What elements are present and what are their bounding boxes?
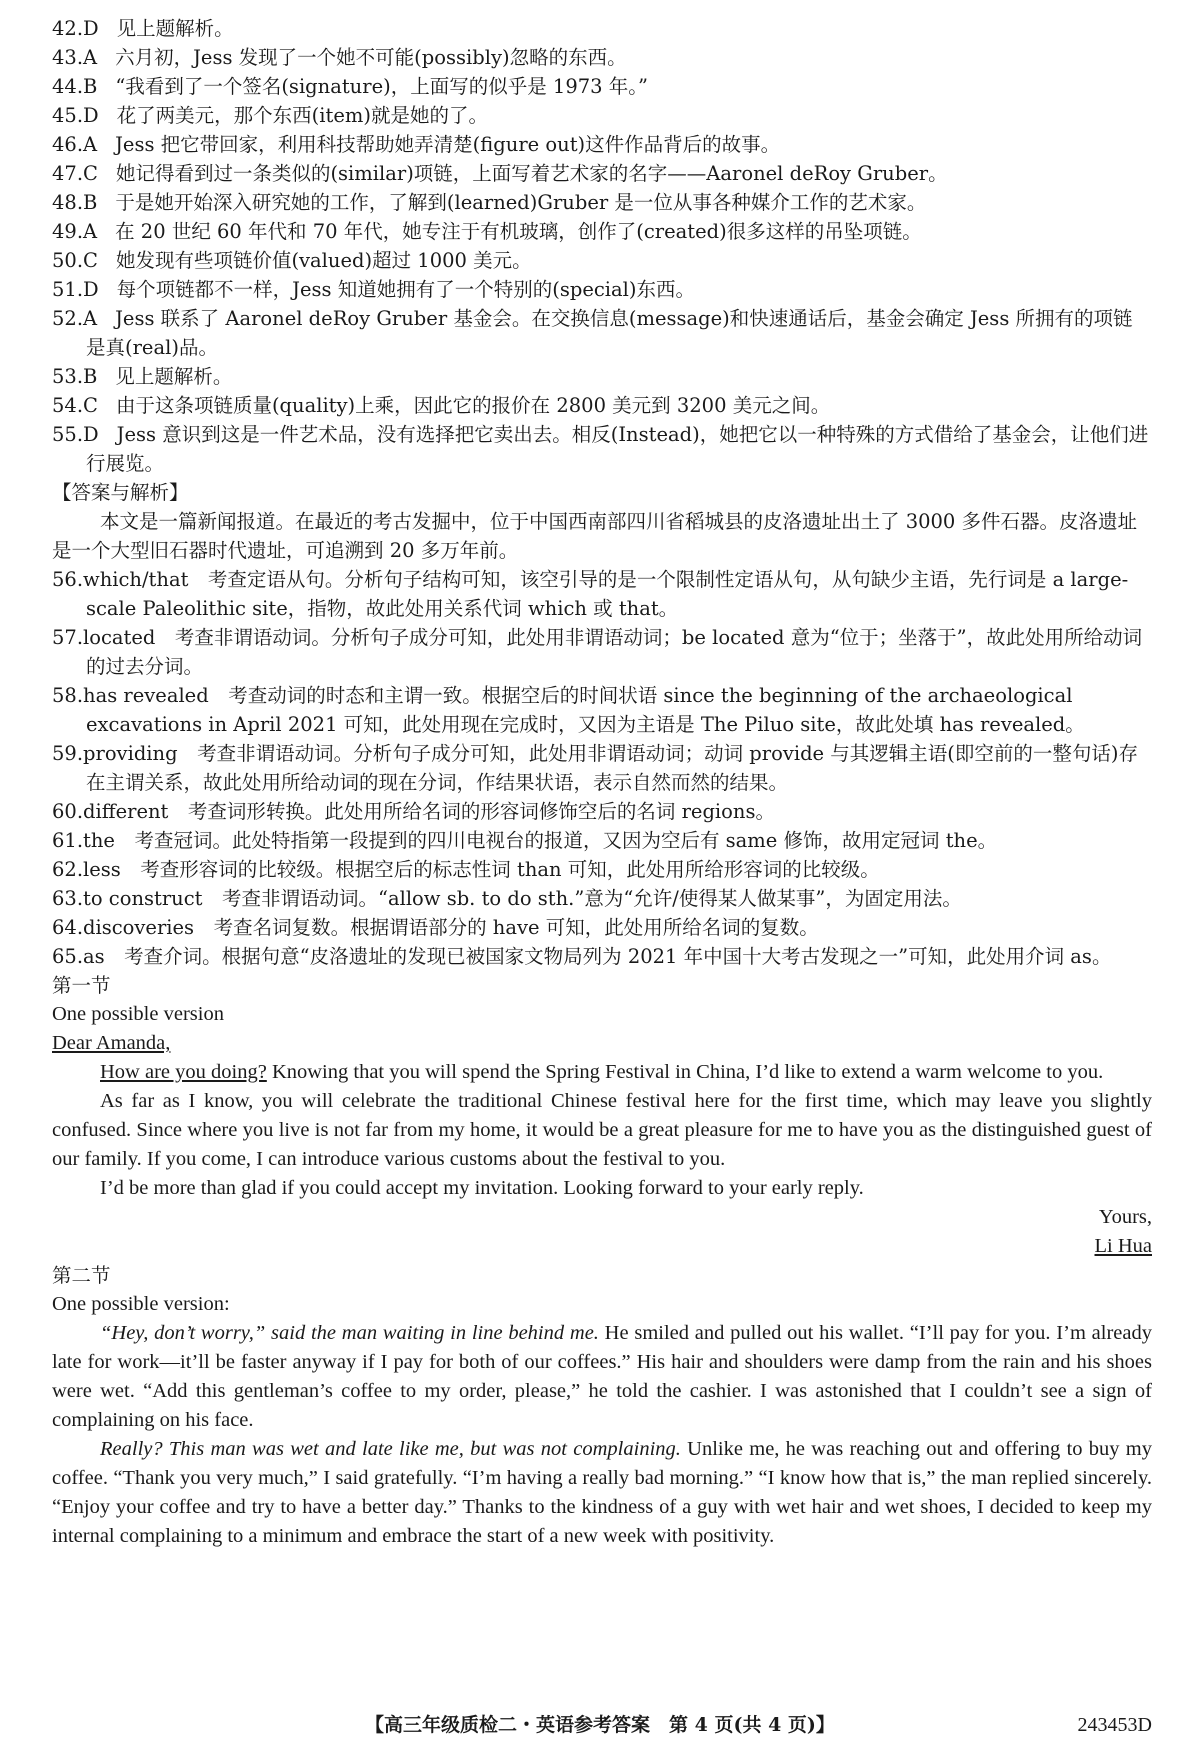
answer-explanation: the 考查冠词。此处特指第一段提到的四川电视台的报道，又因为空后有 same 修饰，故用定冠词 the。 — [83, 829, 998, 852]
answer-key: C — [83, 394, 98, 417]
answer-number: 57. — [52, 626, 84, 649]
answer-number: 42. — [52, 17, 84, 40]
answer-explanation: 在 20 世纪 60 年代和 70 年代，她专注于有机玻璃，创作了(created)很多这样的吊坠项链。 — [115, 220, 922, 243]
answer-explanation: 六月初，Jess 发现了一个她不可能(possibly)忽略的东西。 — [115, 46, 627, 69]
answer-key: A — [83, 307, 98, 330]
answer-item — [52, 275, 1152, 304]
answer-number: 48. — [52, 191, 84, 214]
answer-key: D — [83, 17, 99, 40]
answer-explanation: as 考查介词。根据句意“皮洛遗址的发现已被国家文物局列为 2021 年中国十大考古发现之一”可知，此处用介词 as。 — [83, 945, 1112, 968]
passage-intro: 本文是一篇新闻报道。在最近的考古发掘中，位于中国西南部四川省稻城县的皮洛遗址出土了 3000 多件石器。皮洛遗址是一个大型旧石器时代遗址，可追溯到 20 多万年前。 — [52, 510, 1138, 562]
answer-number: 52. — [52, 307, 84, 330]
answer-item — [52, 188, 1152, 217]
answer-number: 50. — [52, 249, 84, 272]
answer-key: D — [83, 278, 99, 301]
answer-key: B — [83, 191, 98, 214]
answer-number: 63. — [52, 887, 84, 910]
answer-item — [52, 130, 1152, 159]
answer-key: B — [83, 365, 98, 388]
answer-number: 51. — [52, 278, 84, 301]
story-p1-rest: He smiled and pulled out his wallet. “I’ll pay for you. I’m already late for work—it’ll be faster anyway if I pay for both of our coffees.” His hair and shoulders were damp from the rain and his shoes were wet. “Add this gentleman’s coffee to my order, please,” he told the cashier. I was astonished that I couldn’t see a sign of complaining on his face. — [52, 1322, 1152, 1431]
grammar-answer-item — [52, 739, 1152, 797]
grammar-answer-item — [52, 826, 1152, 855]
answer-explanation: discoveries 考查名词复数。根据谓语部分的 have 可知，此处用所给名词的复数。 — [83, 916, 819, 939]
letter-p1-rest: Knowing that you will spend the Spring Festival in China, I’d like to extend a warm welcome to you. — [266, 1061, 1104, 1083]
grammar-answer-item — [52, 855, 1152, 884]
answer-explanation: different 考查词形转换。此处用所给名词的形容词修饰空后的名词 regions。 — [83, 800, 775, 823]
answer-key: A — [83, 220, 98, 243]
answer-item — [52, 391, 1152, 420]
letter-paragraph-3: I’d be more than glad if you could accept my invitation. Looking forward to your early reply. — [100, 1177, 864, 1199]
answer-number: 65. — [52, 945, 84, 968]
story-p2-rest: Unlike me, he was reaching out and offering to buy my coffee. “Thank you very much,” I said gratefully. “I’m having a really bad morning.” “I know how that is,” the man replied sincerely. “Enjoy your coffee and try to have a better day.” Thanks to the kindness of a guy with wet hair and wet shoes, I decided to keep my internal complaining to a minimum and embrace the start of a new week with positivity. — [52, 1438, 1153, 1547]
answer-number: 46. — [52, 133, 84, 156]
grammar-answer-item — [52, 884, 1152, 913]
answer-explanation: less 考查形容词的比较级。根据空后的标志性词 than 可知，此处用所给形容词的比较级。 — [83, 858, 880, 881]
answer-explanation: “我看到了一个签名(signature)，上面写的似乎是 1973 年。” — [115, 75, 648, 98]
grammar-answer-item — [52, 565, 1152, 623]
section-heading: 【答案与解析】 — [52, 481, 189, 504]
answer-item — [52, 304, 1152, 362]
answer-explanation: Jess 意识到这是一件艺术品，没有选择把它卖出去。相反(Instead)，她把它以一种特殊的方式借给了基金会，让他们进行展览。 — [86, 423, 1149, 475]
answer-number: 49. — [52, 220, 84, 243]
answer-item — [52, 246, 1152, 275]
answer-item — [52, 14, 1152, 43]
answer-number: 64. — [52, 916, 84, 939]
answer-explanation: 花了两美元，那个东西(item)就是她的了。 — [116, 104, 488, 127]
answer-key: D — [83, 423, 99, 446]
answer-explanation: Jess 联系了 Aaronel deRoy Gruber 基金会。在交换信息(message)和快速通话后，基金会确定 Jess 所拥有的项链是真(real)品。 — [86, 307, 1133, 359]
answer-explanation: to construct 考查非谓语动词。“allow sb. to do sth.”意为“允许/使得某人做某事”，为固定用法。 — [83, 887, 962, 910]
answer-explanation: which/that 考查定语从句。分析句子结构可知，该空引导的是一个限制性定语从句，从句缺少主语，先行词是 a large-scale Paleolithic site，指物，故此处用关系代词 which 或 that。 — [83, 568, 1129, 620]
answer-explanation: located 考查非谓语动词。分析句子成分可知，此处用非谓语动词；be located 意为“位于；坐落于”，故此处用所给动词的过去分词。 — [83, 626, 1143, 678]
answer-explanation: 见上题解析。 — [116, 17, 234, 40]
answer-explanation: has revealed 考查动词的时态和主谓一致。根据空后的时间状语 since the beginning of the archaeological excavations in April 2021 可知，此处用现在完成时，又因为主语是 The Piluo site，故此处填 has revealed。 — [83, 684, 1085, 736]
letter-paragraph-2: As far as I know, you will celebrate the traditional Chinese festival here for the first time, which may leave you slightly confused. Since where you live is not far from my home, it would be a great pleasure for me to have you as the distinguished guest of our family. If you come, I can introduce various customs about the festival to you. — [52, 1090, 1152, 1170]
answer-page — [52, 14, 1152, 1551]
answer-key: C — [83, 162, 98, 185]
answer-number: 61. — [52, 829, 84, 852]
answer-number: 60. — [52, 800, 84, 823]
story-paragraph-2 — [52, 1435, 1152, 1551]
part1-version-label: One possible version — [52, 1003, 224, 1025]
part2-heading: 第二节 — [52, 1264, 111, 1287]
answer-explanation: 于是她开始深入研究她的工作，了解到(learned)Gruber 是一位从事各种媒介工作的艺术家。 — [115, 191, 927, 214]
story-paragraph-1 — [52, 1319, 1152, 1435]
answer-explanation: providing 考查非谓语动词。分析句子成分可知，此处用非谓语动词；动词 provide 与其逻辑主语(即空前的一整句话)存在主谓关系，故此处用所给动词的现在分词，作结果状语，表示自然而然的结果。 — [83, 742, 1139, 794]
footer-title: 【高三年级质检二・英语参考答案 第 4 页(共 4 页)】 — [365, 1714, 835, 1736]
part1-heading: 第一节 — [52, 974, 111, 997]
answer-item — [52, 72, 1152, 101]
answers-cloze-list — [52, 14, 1152, 478]
answer-item — [52, 159, 1152, 188]
answer-number: 55. — [52, 423, 84, 446]
answer-explanation: Jess 把它带回家，利用科技帮助她弄清楚(figure out)这件作品背后的故事。 — [115, 133, 781, 156]
letter-greeting — [52, 1029, 1152, 1058]
answer-explanation: 每个项链都不一样，Jess 知道她拥有了一个特别的(special)东西。 — [116, 278, 695, 301]
answer-item — [52, 43, 1152, 72]
answer-number: 53. — [52, 365, 84, 388]
answer-item — [52, 420, 1152, 478]
answer-key: A — [83, 46, 98, 69]
answer-explanation: 见上题解析。 — [115, 365, 233, 388]
letter-opening: How are you doing? — [100, 1061, 267, 1083]
answers-grammar-list — [52, 565, 1152, 971]
answer-explanation: 她发现有些项链价值(valued)超过 1000 美元。 — [115, 249, 532, 272]
letter-signature-line — [52, 1232, 1152, 1261]
answer-number: 44. — [52, 75, 84, 98]
grammar-answer-item — [52, 913, 1152, 942]
answer-number: 45. — [52, 104, 84, 127]
answer-number: 43. — [52, 46, 84, 69]
answer-number: 56. — [52, 568, 84, 591]
letter-paragraph-1 — [52, 1058, 1152, 1087]
answer-explanation: 她记得看到过一条类似的(similar)项链，上面写着艺术家的名字——Aaronel deRoy Gruber。 — [115, 162, 948, 185]
answer-number: 58. — [52, 684, 84, 707]
answer-item — [52, 217, 1152, 246]
part2-version-label: One possible version: — [52, 1293, 230, 1315]
grammar-answer-item — [52, 797, 1152, 826]
answer-number: 59. — [52, 742, 84, 765]
answer-key: D — [83, 104, 99, 127]
footer-code: 243453D — [1077, 1714, 1152, 1736]
answer-number: 54. — [52, 394, 84, 417]
answer-number: 47. — [52, 162, 84, 185]
answer-item — [52, 101, 1152, 130]
letter-closing: Yours, — [1098, 1206, 1152, 1228]
letter-signature: Li Hua — [1094, 1235, 1152, 1257]
grammar-answer-item — [52, 623, 1152, 681]
answer-number: 62. — [52, 858, 84, 881]
story-p2-italic: Really? This man was wet and late like me, but was not complaining. — [100, 1438, 681, 1460]
answer-item — [52, 362, 1152, 391]
greeting-text: Dear Amanda, — [52, 1032, 171, 1054]
grammar-answer-item — [52, 681, 1152, 739]
story-p1-italic: “Hey, don’t worry,” said the man waiting in line behind me. — [100, 1322, 599, 1344]
answer-key: C — [83, 249, 98, 272]
answer-key: B — [83, 75, 98, 98]
answer-key: A — [83, 133, 98, 156]
answer-explanation: 由于这条项链质量(quality)上乘，因此它的报价在 2800 美元到 3200 美元之间。 — [115, 394, 831, 417]
grammar-answer-item — [52, 942, 1152, 971]
